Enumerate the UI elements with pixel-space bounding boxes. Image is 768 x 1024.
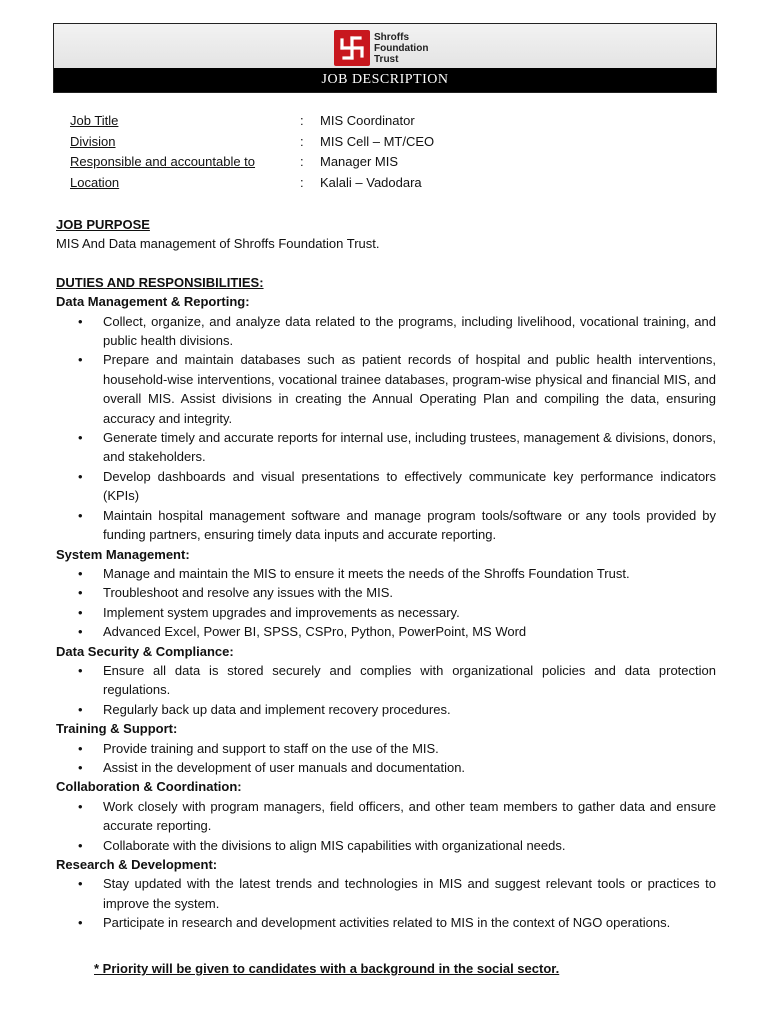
section-title: System Management: [56,546,190,562]
list-item: • Ensure all data is stored securely and complies with organizational policies and data protection regulations. [56,661,716,700]
document-body [56,215,716,933]
document-title: JOB DESCRIPTION [54,68,716,92]
job-info-table [70,111,434,193]
info-row-job-title [70,111,434,132]
logo-line: Foundation [374,42,429,54]
info-label: Location [70,174,120,190]
bullet-list [56,797,716,855]
bullet-list [56,661,716,719]
section-title: Research & Development: [56,857,218,872]
list-item: • Assist in the development of user manuals and documentation. [56,758,716,777]
info-label: Responsible and accountable to [70,154,256,169]
document-header [53,23,717,93]
list-item: • Collect, organize, and analyze data related to the programs, including livelihood, vocational training, and public health divisions. [56,312,716,351]
list-item: • Implement system upgrades and improvements as necessary. [56,603,716,622]
foundation-logo [334,26,428,70]
swastik-logo-icon [334,30,370,66]
job-purpose-heading: JOB PURPOSE [56,217,150,232]
list-item: • Stay updated with the latest trends and technologies in MIS and suggest relevant tools or practices to improve the system. [56,874,716,913]
duties-heading: DUTIES AND RESPONSIBILITIES: [56,274,264,290]
priority-note: * Priority will be given to candidates with a background in the social sector. [94,961,560,976]
info-value: MIS Cell – MT/CEO [320,133,435,149]
list-item: • Provide training and support to staff on the use of the MIS. [56,739,716,758]
info-colon: : [300,174,304,190]
info-value: Kalali – Vadodara [320,174,422,190]
spacer [56,254,716,273]
section-title: Data Management & Reporting: [56,294,250,310]
list-item: • Collaborate with the divisions to align MIS capabilities with organizational needs. [56,836,716,855]
logo-wordmark [374,32,428,65]
info-colon: : [300,113,304,128]
bullet-list [56,312,716,545]
list-item: • Generate timely and accurate reports for internal use, including trustees, management & divisions, donors, and stakeholders. [56,428,716,467]
info-colon: : [300,154,304,169]
info-row-division [70,132,434,153]
section-title: Data Security & Compliance: [56,643,234,659]
info-value: Manager MIS [320,154,399,169]
list-item: • Troubleshoot and resolve any issues with the MIS. [56,583,716,602]
info-row-location [70,173,434,194]
bullet-list [56,739,716,778]
list-item: • Work closely with program managers, field officers, and other team members to gather data and ensure accurate reporting. [56,797,716,836]
list-item: • Advanced Excel, Power BI, SPSS, CSPro, Python, PowerPoint, MS Word [56,622,716,641]
info-label: Division [70,133,116,149]
list-item: • Manage and maintain the MIS to ensure it meets the needs of the Shroffs Foundation Trust. [56,564,716,583]
info-label: Job Title [70,113,119,128]
list-item: • Regularly back up data and implement recovery procedures. [56,700,716,719]
info-colon: : [300,133,304,149]
logo-line: Trust [374,53,399,65]
job-purpose-text: MIS And Data management of Shroffs Foundation Trust. [56,236,380,252]
list-item: • Participate in research and development activities related to MIS in the context of NGO operations. [56,913,716,932]
logo-line: Shroffs [374,31,409,43]
section-title: Collaboration & Coordination: [56,779,242,795]
list-item: • Maintain hospital management software and manage program tools/software or any tools provided by funding partners, ensuring timely data inputs and accurate reporting. [56,506,716,545]
list-item: • Prepare and maintain databases such as patient records of hospital and public health interventions, household-wise interventions, vocational trainee databases, program-wise physical and financial MIS, and overall MIS. Assist divisions in creating the Annual Operating Plan and compiling the data, ensuring accuracy and integrity. [56,350,716,428]
section-title: Training & Support: [56,721,178,737]
bullet-list [56,564,716,642]
info-value: MIS Coordinator [320,113,415,128]
list-item: • Develop dashboards and visual presentations to effectively communicate key performance indicators (KPIs) [56,467,716,506]
info-row-responsible [70,152,434,173]
bullet-list [56,874,716,932]
